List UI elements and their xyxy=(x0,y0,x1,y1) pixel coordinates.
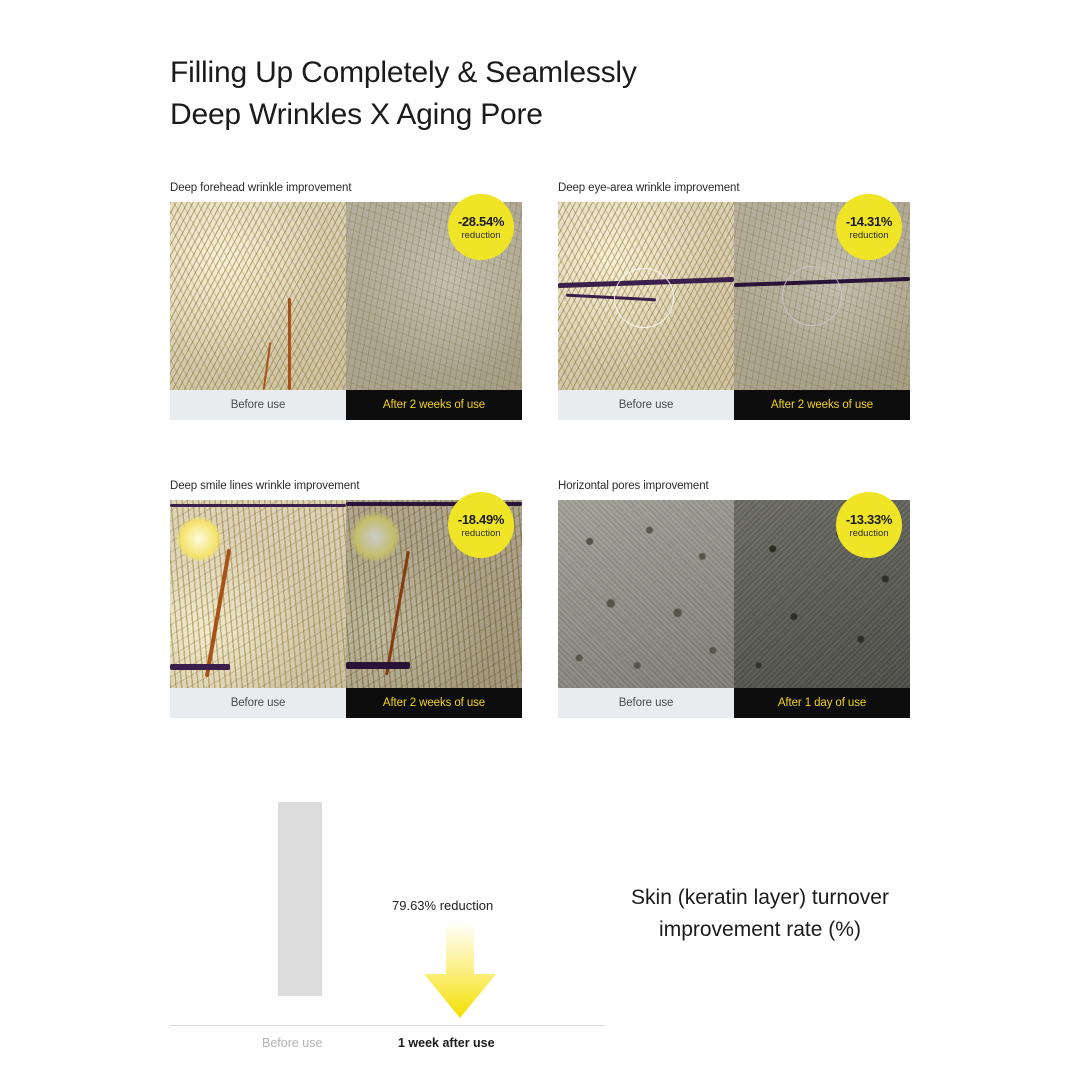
panel-eye-area-wrinkle xyxy=(558,182,910,420)
wrinkle-line xyxy=(346,662,410,669)
before-half xyxy=(558,202,734,420)
reduction-badge xyxy=(448,194,514,260)
after-caption: After 2 weeks of use xyxy=(734,390,910,420)
before-image xyxy=(170,500,346,688)
reduction-badge xyxy=(448,492,514,558)
panel-smile-lines-wrinkle xyxy=(170,480,522,718)
highlight-spot xyxy=(350,512,400,562)
after-caption: After 1 day of use xyxy=(734,688,910,718)
reduction-badge xyxy=(836,492,902,558)
zoom-circle-marker xyxy=(782,266,842,326)
chart-annotation: 79.63% reduction xyxy=(392,898,494,913)
study-panels xyxy=(170,182,910,718)
reduction-value: -13.33% xyxy=(845,511,893,527)
before-image xyxy=(558,500,734,688)
reduction-value: -18.49% xyxy=(457,511,505,527)
zoom-circle-marker xyxy=(614,268,674,328)
chart-tick-before: Before use xyxy=(262,1036,323,1050)
chart-axis-line xyxy=(170,1025,605,1026)
panel-title: Deep smile lines wrinkle improvement xyxy=(170,480,360,492)
before-caption: Before use xyxy=(170,390,346,420)
after-caption: After 2 weeks of use xyxy=(346,688,522,718)
chart-title: Skin (keratin layer) turnover improvement rate (%) xyxy=(631,886,889,941)
reduction-label: reduction xyxy=(849,527,889,539)
wrinkle-line xyxy=(288,298,291,390)
wrinkle-line xyxy=(170,504,346,507)
before-image xyxy=(170,202,346,390)
wrinkle-line xyxy=(385,551,410,676)
before-caption: Before use xyxy=(170,688,346,718)
reduction-value: -14.31% xyxy=(845,213,893,229)
reduction-label: reduction xyxy=(461,229,501,241)
panel-row-bottom xyxy=(170,480,910,718)
chart-tick-after: 1 week after use xyxy=(398,1036,495,1050)
bar-before-use xyxy=(278,802,322,996)
down-arrow-icon xyxy=(420,922,500,1018)
turnover-chart xyxy=(170,770,930,1060)
panel-title: Horizontal pores improvement xyxy=(558,480,709,492)
panel-title: Deep forehead wrinkle improvement xyxy=(170,182,352,194)
before-caption: Before use xyxy=(558,688,734,718)
wrinkle-line xyxy=(263,342,272,390)
before-caption: Before use xyxy=(558,390,734,420)
wrinkle-line xyxy=(170,664,230,670)
before-image xyxy=(558,202,734,390)
reduction-label: reduction xyxy=(849,229,889,241)
before-half xyxy=(170,202,346,420)
before-half xyxy=(170,500,346,718)
after-caption: After 2 weeks of use xyxy=(346,390,522,420)
reduction-value: -28.54% xyxy=(457,213,505,229)
highlight-spot xyxy=(176,516,222,562)
before-half xyxy=(558,500,734,718)
page-title-line-1: Filling Up Completely & Seamlessly xyxy=(170,56,637,89)
panel-forehead-wrinkle xyxy=(170,182,522,420)
panel-horizontal-pores xyxy=(558,480,910,718)
page-title-line-2: Deep Wrinkles X Aging Pore xyxy=(170,98,543,131)
panel-title: Deep eye-area wrinkle improvement xyxy=(558,182,740,194)
wrinkle-line xyxy=(205,549,232,678)
page-title xyxy=(170,52,990,136)
panel-row-top xyxy=(170,182,910,420)
reduction-label: reduction xyxy=(461,527,501,539)
reduction-badge xyxy=(836,194,902,260)
